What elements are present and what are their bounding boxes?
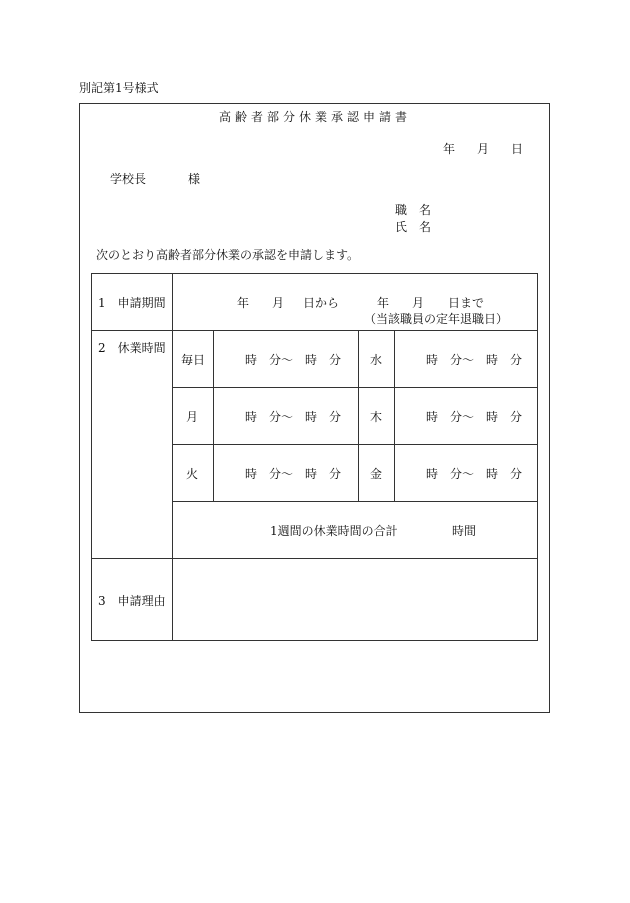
section2-label: 2 休業時間: [98, 341, 166, 355]
weekly-total-unit: 時間: [452, 524, 477, 538]
time-to: 時 分: [305, 410, 342, 424]
column-divider: [172, 273, 173, 641]
day-label-wednesday: 水: [370, 353, 383, 367]
form-number-label: 別記第1号様式: [79, 81, 159, 95]
time-from: 時 分～: [245, 353, 294, 367]
section3-label: 3 申請理由: [98, 594, 166, 608]
section1-label: 1 申請期間: [98, 296, 166, 310]
column-divider: [213, 330, 214, 501]
row-divider: [172, 387, 538, 388]
row-divider: [172, 444, 538, 445]
time-to: 時 分: [486, 410, 523, 424]
time-to: 時 分: [486, 353, 523, 367]
day-label-everyday: 毎日: [181, 353, 206, 367]
time-from: 時 分～: [426, 467, 475, 481]
day-label-tuesday: 火: [186, 467, 199, 481]
period-to-day: 日まで: [448, 296, 485, 310]
position-label: 職 名: [395, 203, 432, 217]
time-from: 時 分～: [426, 353, 475, 367]
column-divider: [358, 330, 359, 501]
time-to: 時 分: [305, 353, 342, 367]
time-from: 時 分～: [426, 410, 475, 424]
row-divider: [91, 558, 538, 559]
time-to: 時 分: [305, 467, 342, 481]
date-year-label: 年: [443, 142, 456, 156]
time-from: 時 分～: [245, 410, 294, 424]
addressee-role: 学校長: [110, 172, 147, 186]
period-from-day: 日から: [303, 296, 340, 310]
day-label-monday: 月: [186, 410, 199, 424]
weekly-total-label: 1週間の休業時間の合計: [270, 524, 398, 538]
date-day-label: 日: [511, 142, 524, 156]
intro-text: 次のとおり高齢者部分休業の承認を申請します。: [96, 248, 360, 262]
period-from-month: 月: [272, 296, 285, 310]
day-label-friday: 金: [370, 467, 383, 481]
time-to: 時 分: [486, 467, 523, 481]
addressee-honorific: 様: [188, 172, 201, 186]
period-to-year: 年: [377, 296, 390, 310]
period-from-year: 年: [237, 296, 250, 310]
form-title: 高齢者部分休業承認申請書: [218, 110, 411, 124]
time-from: 時 分～: [245, 467, 294, 481]
row-divider: [172, 501, 538, 502]
period-note: （当該職員の定年退職日）: [364, 312, 509, 326]
day-label-thursday: 木: [370, 410, 383, 424]
name-label: 氏 名: [395, 220, 432, 234]
application-table: [91, 273, 538, 641]
date-month-label: 月: [477, 142, 490, 156]
column-divider: [394, 330, 395, 501]
row-divider: [91, 330, 538, 331]
period-to-month: 月: [412, 296, 425, 310]
